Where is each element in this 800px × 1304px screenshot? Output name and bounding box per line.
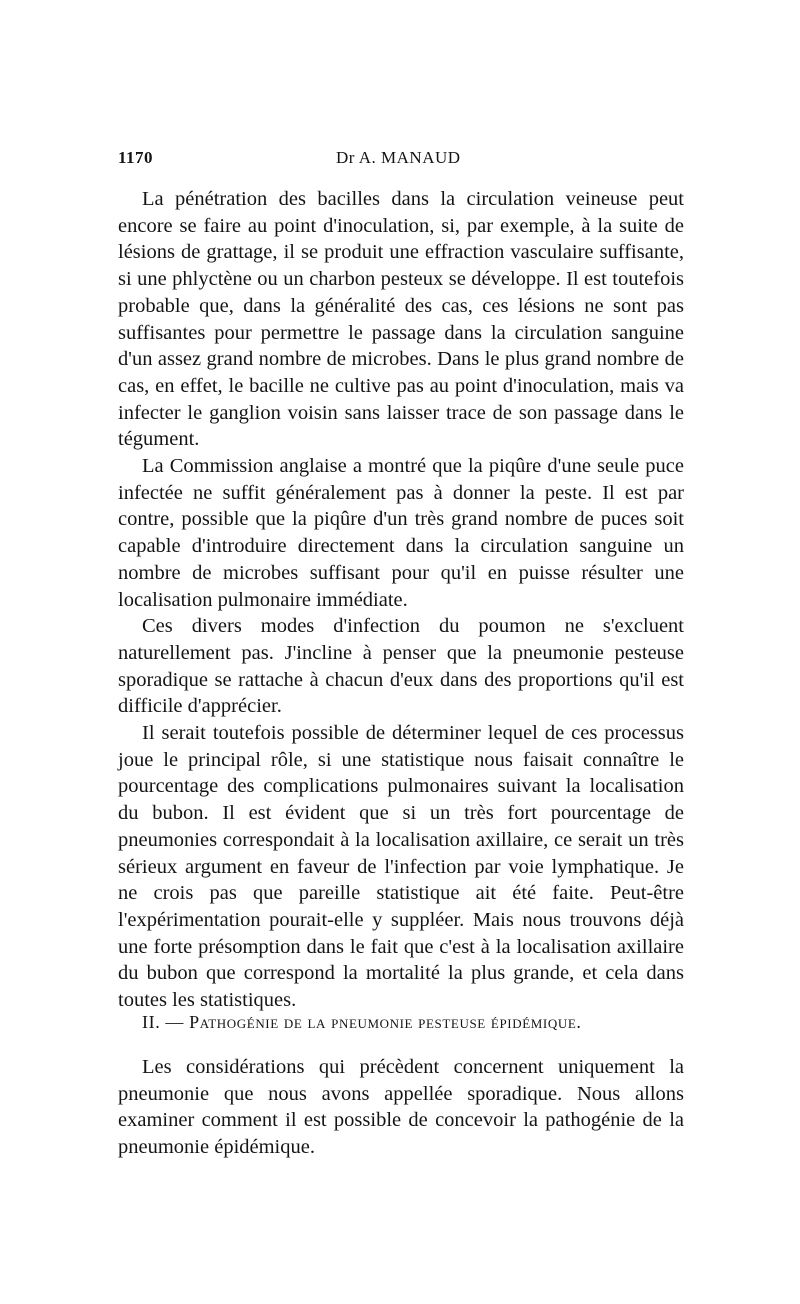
section-body-text xyxy=(118,1054,684,1161)
body-text xyxy=(118,186,684,1014)
paragraph: Ces divers modes d'infection du poumon ne s'excluent naturellement pas. J'incline à penser que la pneumonie pesteuse sporadique se rattache à chacun d'eux dans des proportions qu'il est difficile d'apprécier. xyxy=(118,615,684,718)
paragraph: Les considérations qui précèdent concernent uniquement la pneumonie que nous avons appellée sporadique. Nous allons examiner comment il est possible de concevoir la pathogénie de la pneumonie épidémique. xyxy=(118,1056,684,1159)
section-number: II. — xyxy=(142,1012,184,1032)
page-number: 1170 xyxy=(118,148,154,167)
paragraph: La Commission anglaise a montré que la piqûre d'une seule puce infectée ne suffit généralement pas à donner la peste. Il est par contre, possible que la piqûre d'un très grand nombre de puces soit capable d'introduire directement dans la circulation sanguine un nombre de microbes suffisant pour qu'il en puisse résulter une localisation pulmonaire immédiate. xyxy=(118,455,684,611)
section-title: Pathogénie de la pneumonie pesteuse épidémique. xyxy=(189,1012,582,1032)
running-head: Dr A. MANAUD xyxy=(336,148,461,167)
paragraph: Il serait toutefois possible de déterminer lequel de ces processus joue le principal rôle, si une statistique nous faisait connaître le pourcentage des complications pulmonaires suivant la localisation du bubon. Il est évident que si un très fort pourcentage de pneumonies correspondait à la localisation axillaire, ce serait un très sérieux argument en faveur de l'infection par voie lymphatique. Je ne crois pas que pareille statistique ait été faite. Peut-être l'expérimentation pourait-elle y suppléer. Mais nous trouvons déjà une forte présomption dans le fait que c'est à la localisation axillaire du bubon que correspond la mortalité la plus grande, et cela dans toutes les statistiques. xyxy=(118,722,684,1012)
page-header xyxy=(118,148,684,176)
paragraph: La pénétration des bacilles dans la circulation veineuse peut encore se faire au point d'inoculation, si, par exemple, à la suite de lésions de grattage, il se produit une effraction vasculaire suffisante, si une phlyctène ou un charbon pesteux se développe. Il est toutefois probable que, dans la généralité des cas, ces lésions ne sont pas suffisantes pour permettre le passage dans la circulation sanguine d'un assez grand nombre de microbes. Dans le plus grand nombre de cas, en effet, le bacille ne cultive pas au point d'inoculation, mais va infecter le ganglion voisin sans laisser trace de son passage dans le tégument. xyxy=(118,188,684,451)
section-heading xyxy=(118,1012,684,1033)
